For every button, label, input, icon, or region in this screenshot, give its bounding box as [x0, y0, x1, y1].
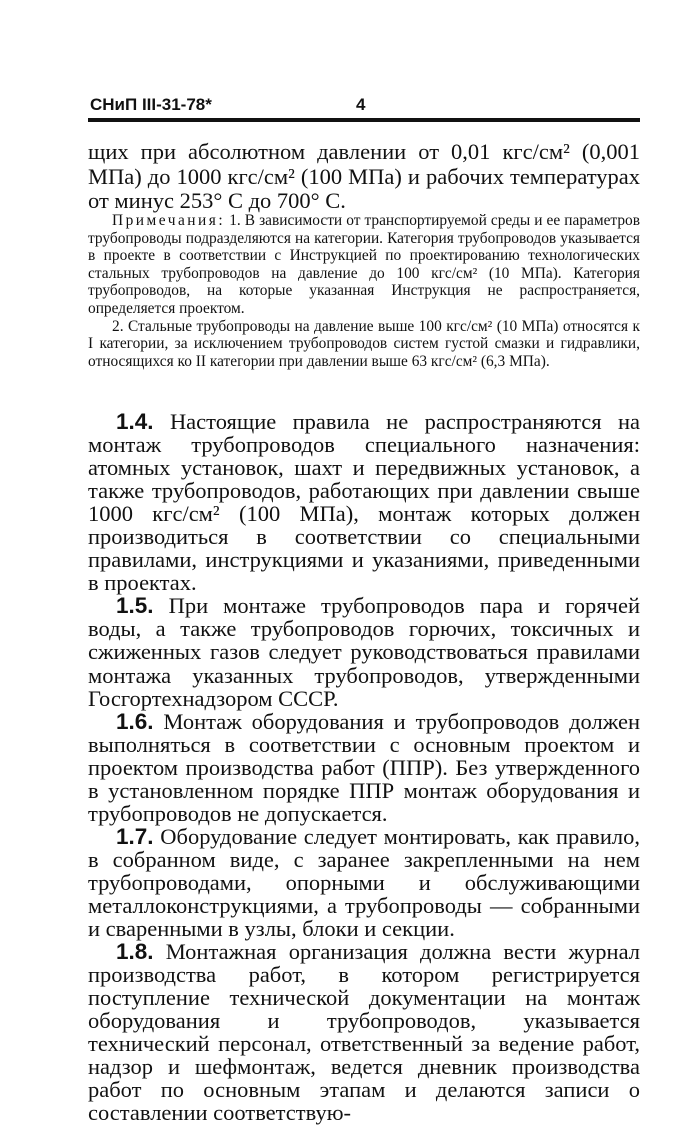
clauses-list [88, 410, 640, 1124]
clause-text: Монтажная организация должна вести журнал производства работ, в котором регистрируется поступление технической документации на монтаж оборудования и трубопроводов, указывается технический персонал, ответственный за ведение работ, надзор и шефмонтаж, ведется дневник производства работ по основным этапам и делаются записи о составлении соответствую- [88, 939, 640, 1125]
note-2: 2. Стальные трубопроводы на давление выше 100 кгс/см² (10 МПа) относятся к I категории, за исключением трубопроводов систем густой смазки и гидравлики, относящихся ко II категории при давлении выше 63 кгс/см² (6,3 МПа). [88, 317, 640, 370]
note-1 [88, 212, 640, 318]
clause-1-8 [88, 940, 640, 1124]
clause-number: 1.6. [116, 708, 154, 734]
clause-number: 1.5. [116, 593, 154, 619]
lead-paragraph: щих при абсолютном давлении от 0,01 кгс/см² (0,001 МПа) до 1000 кгс/см² (100 МПа) и рабочих температурах от минус 253° С до 700° С. [88, 139, 640, 213]
page-number: 4 [356, 95, 366, 114]
header-rule [88, 118, 640, 122]
clause-number: 1.4. [116, 409, 154, 434]
clause-text: Настоящие правила не распространяются на монтаж трубопроводов специального назначения: атомных установок, шахт и передвижных установок, а также трубопроводов, работающих при давлении свыше 1000 кгс/см² (100 МПа), монтаж которых должен производиться в соответствии со специальными правилами, инструкциями и указаниями, приведенными в проектах. [88, 409, 641, 596]
clause-1-7 [88, 825, 640, 940]
clause-text: Монтаж оборудования и трубопроводов должен выполняться в соответствии с основным проектом и проектом производства работ (ППР). Без утвержденного в установленном порядке ППР монтаж оборудования и трубопроводов не допускается. [88, 708, 641, 826]
notes-heading: Примечания: [112, 212, 226, 229]
notes-block [88, 212, 640, 370]
clause-1-4 [88, 410, 640, 594]
note-1-text: 1. В зависимости от транспортируемой среды и ее параметров трубопроводы подразделяются на категории. Категория трубопроводов указывается в проекте в соответствии с Инструкцией по проектированию технологических стальных трубопроводов на давление до 100 кгс/см² (10 МПа). Категория трубопроводов, на которые указанная Инструкция не распространяется, определяется проектом. [88, 212, 640, 317]
clause-1-6 [88, 710, 640, 825]
clause-1-5 [88, 594, 640, 709]
clause-text: Оборудование следует монтировать, как правило, в собранном виде, с заранее закрепленными на нем трубопроводами, опорными и обслуживающими металлоконструкциями, а трубопроводы — собранными и сваренными в узлы, блоки и секции. [88, 823, 640, 942]
clause-text: При монтаже трубопроводов пара и горячей воды, а также трубопроводов горючих, токсичных и сжиженных газов следует руководствоваться правилами монтажа указанных трубопроводов, утвержденными Госгортехнадзором СССР. [88, 593, 640, 711]
clause-number: 1.8. [116, 939, 154, 965]
document-code: СНиП III-31-78* [90, 95, 212, 114]
clause-number: 1.7. [116, 823, 154, 849]
